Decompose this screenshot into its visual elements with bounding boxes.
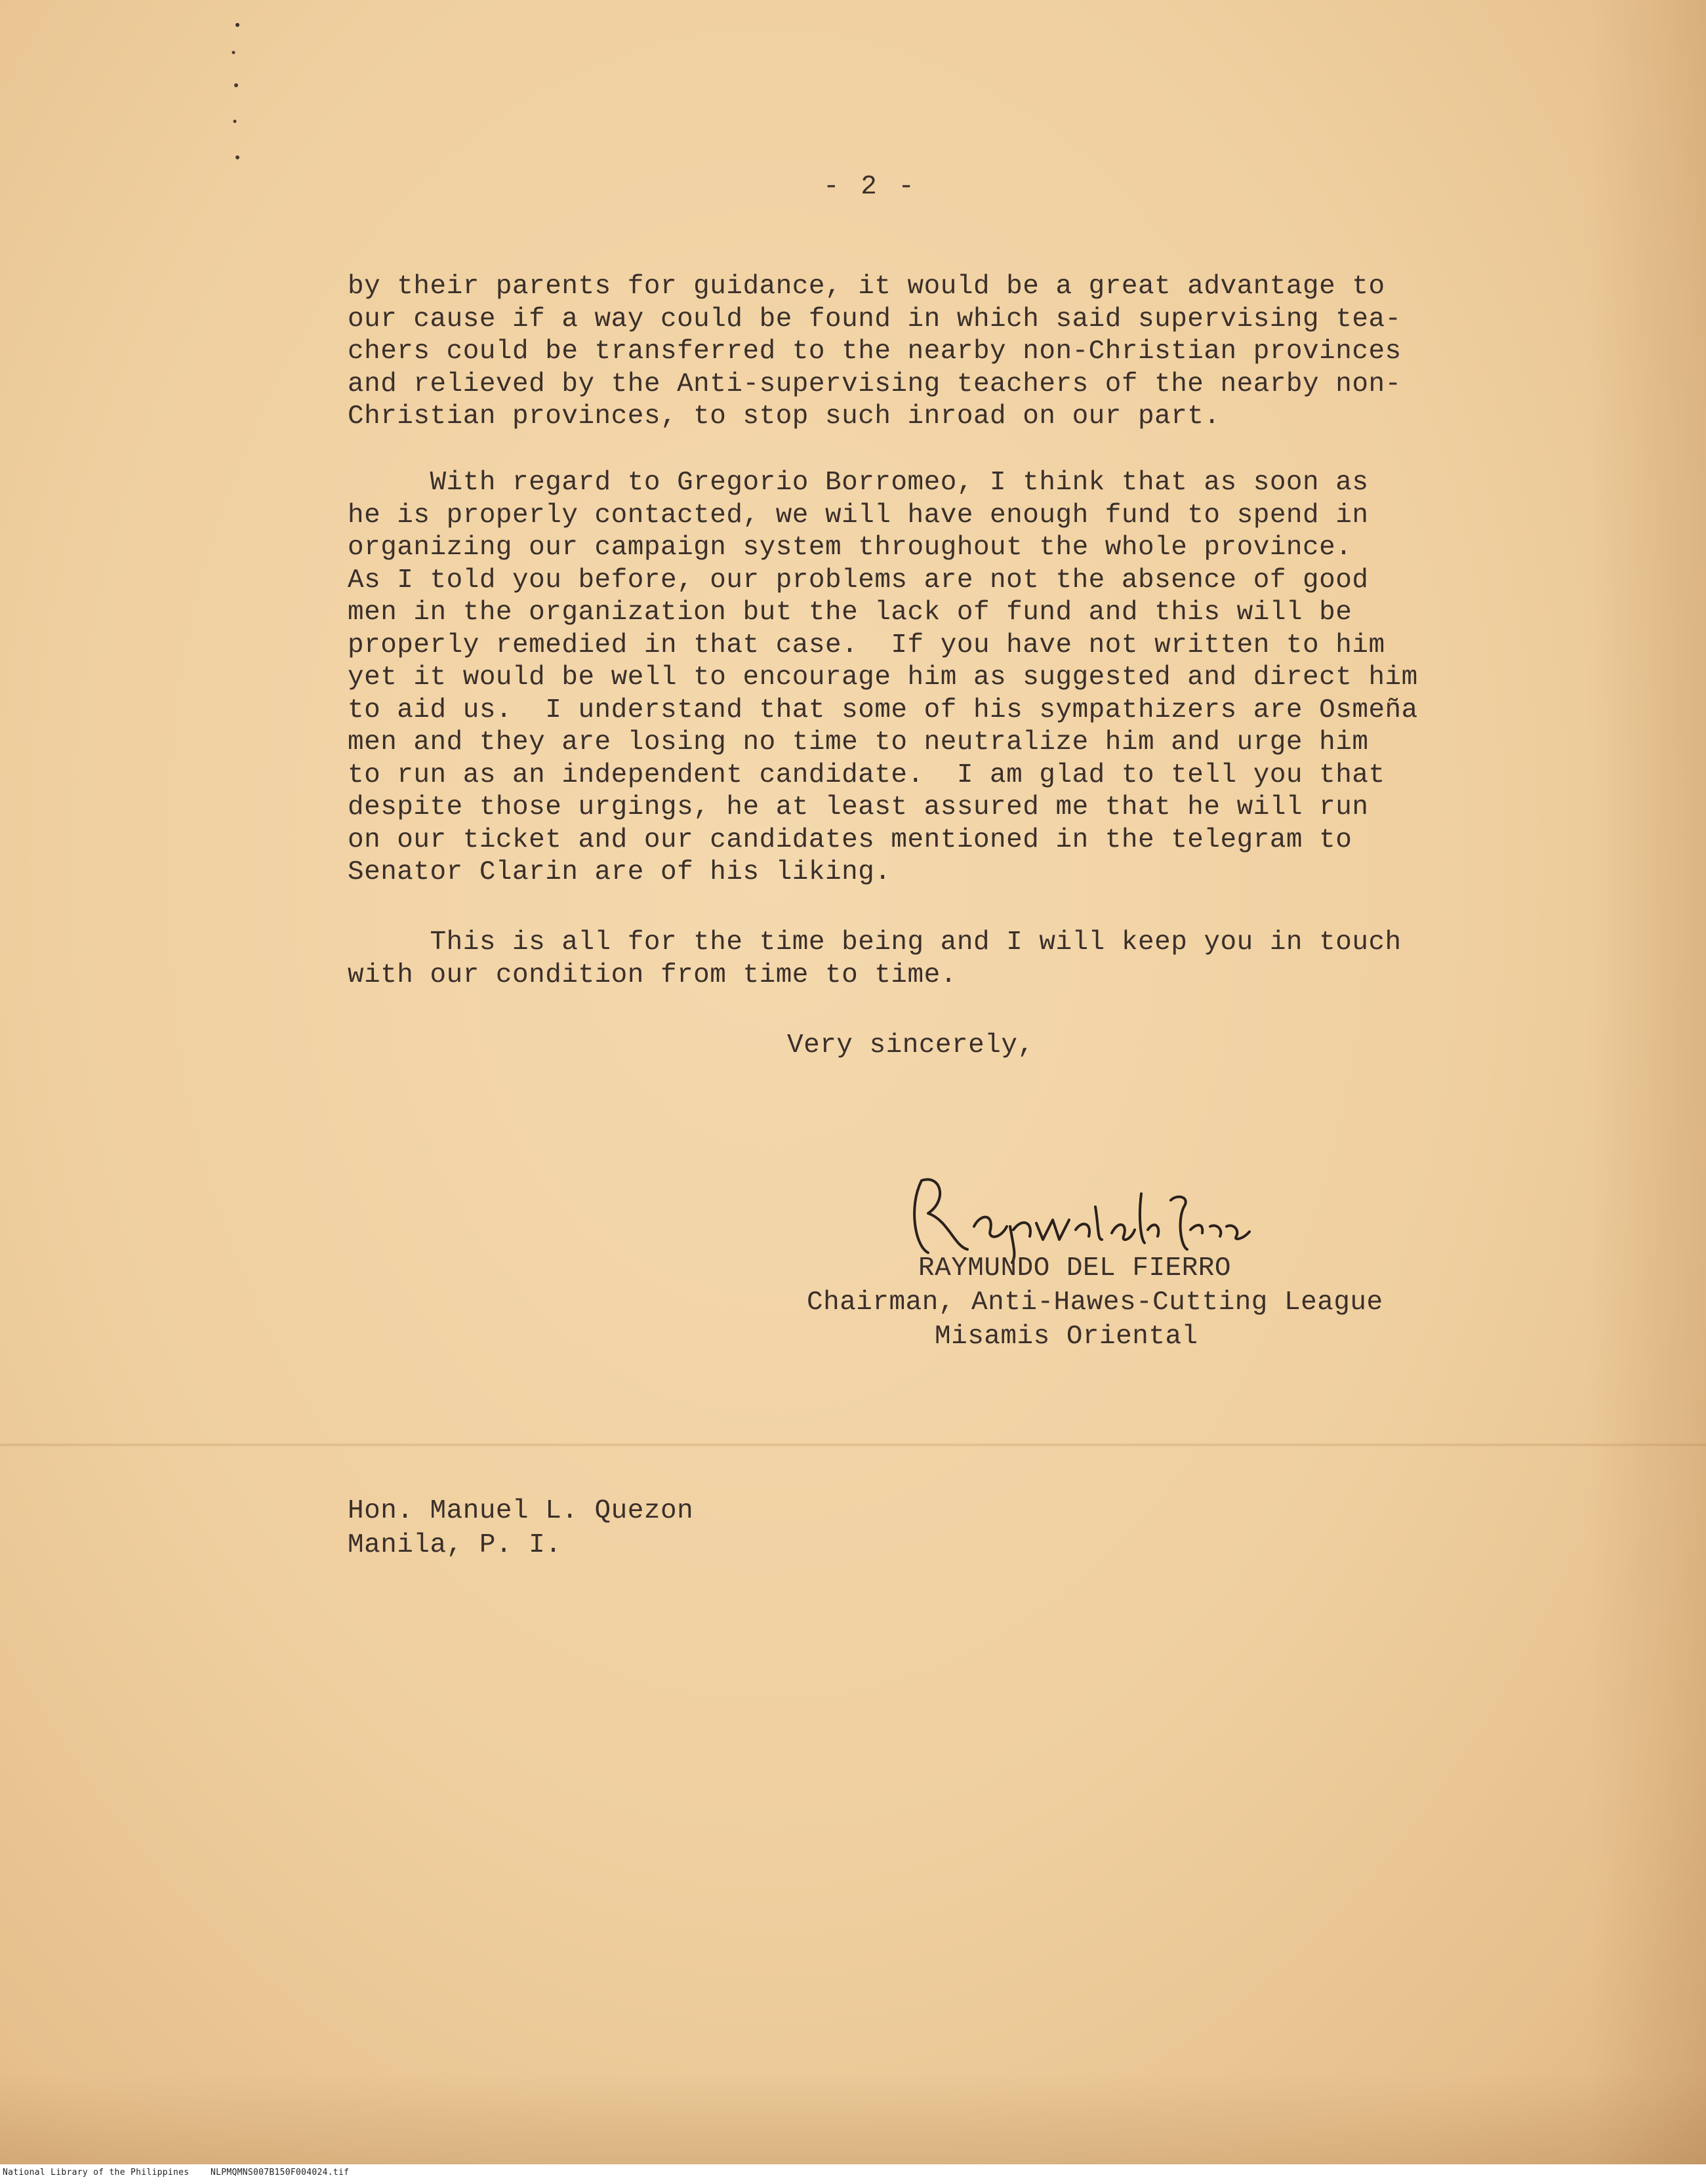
signatory-name: RAYMUNDO DEL FIERRO	[918, 1253, 1231, 1284]
archive-footer-text: National Library of the Philippines NLPMQMNS007B150F004024.tif	[3, 2168, 350, 2177]
staple-marks	[223, 13, 249, 184]
closing-salutation: Very sincerely,	[787, 1030, 1034, 1061]
page-number: - 2 -	[823, 172, 918, 202]
paper-fold-line	[0, 1443, 1706, 1447]
handwritten-signature	[902, 1167, 1269, 1266]
addressee-city: Manila, P. I.	[348, 1530, 562, 1560]
paper-edge-shadow-bottom	[0, 2073, 1706, 2164]
signatory-place: Misamis Oriental	[935, 1322, 1198, 1352]
archive-footer	[0, 2164, 1706, 2184]
body-paragraph-3: This is all for the time being and I will keep you in touch with our condition from time to time.	[348, 927, 1402, 990]
body-paragraph-2: With regard to Gregorio Borromeo, I think that as soon as he is properly contacted, we will have enough fund to spend in organizing our campaign system throughout the whole province. As I told you before, our problems are not the absence of good men in the organization but the lack of fund and this will be properly remedied in that case. If you have not written to him yet it would be well to encourage him as suggested and direct him to aid us. I understand that some of his sympathizers are Osmeña men and they are losing no time to neutralize him and urge him to run as an independent candidate. I am glad to tell you that despite those urgings, he at least assured me that he will run on our ticket and our candidates mentioned in the telegram to Senator Clarin are of his liking.	[348, 468, 1418, 887]
body-paragraph-1: by their parents for guidance, it would be a great advantage to our cause if a way could be found in which said supervising tea- chers could be transferred to the nearby non-Christian provinces and relieved by the Anti-supervising teachers of the nearby non- Christian provinces, to stop such inroad on our part.	[348, 272, 1402, 432]
addressee-name: Hon. Manuel L. Quezon	[348, 1496, 694, 1526]
signatory-title: Chairman, Anti-Hawes-Cutting League	[807, 1287, 1383, 1318]
paper-edge-shadow-right	[1588, 0, 1706, 2164]
